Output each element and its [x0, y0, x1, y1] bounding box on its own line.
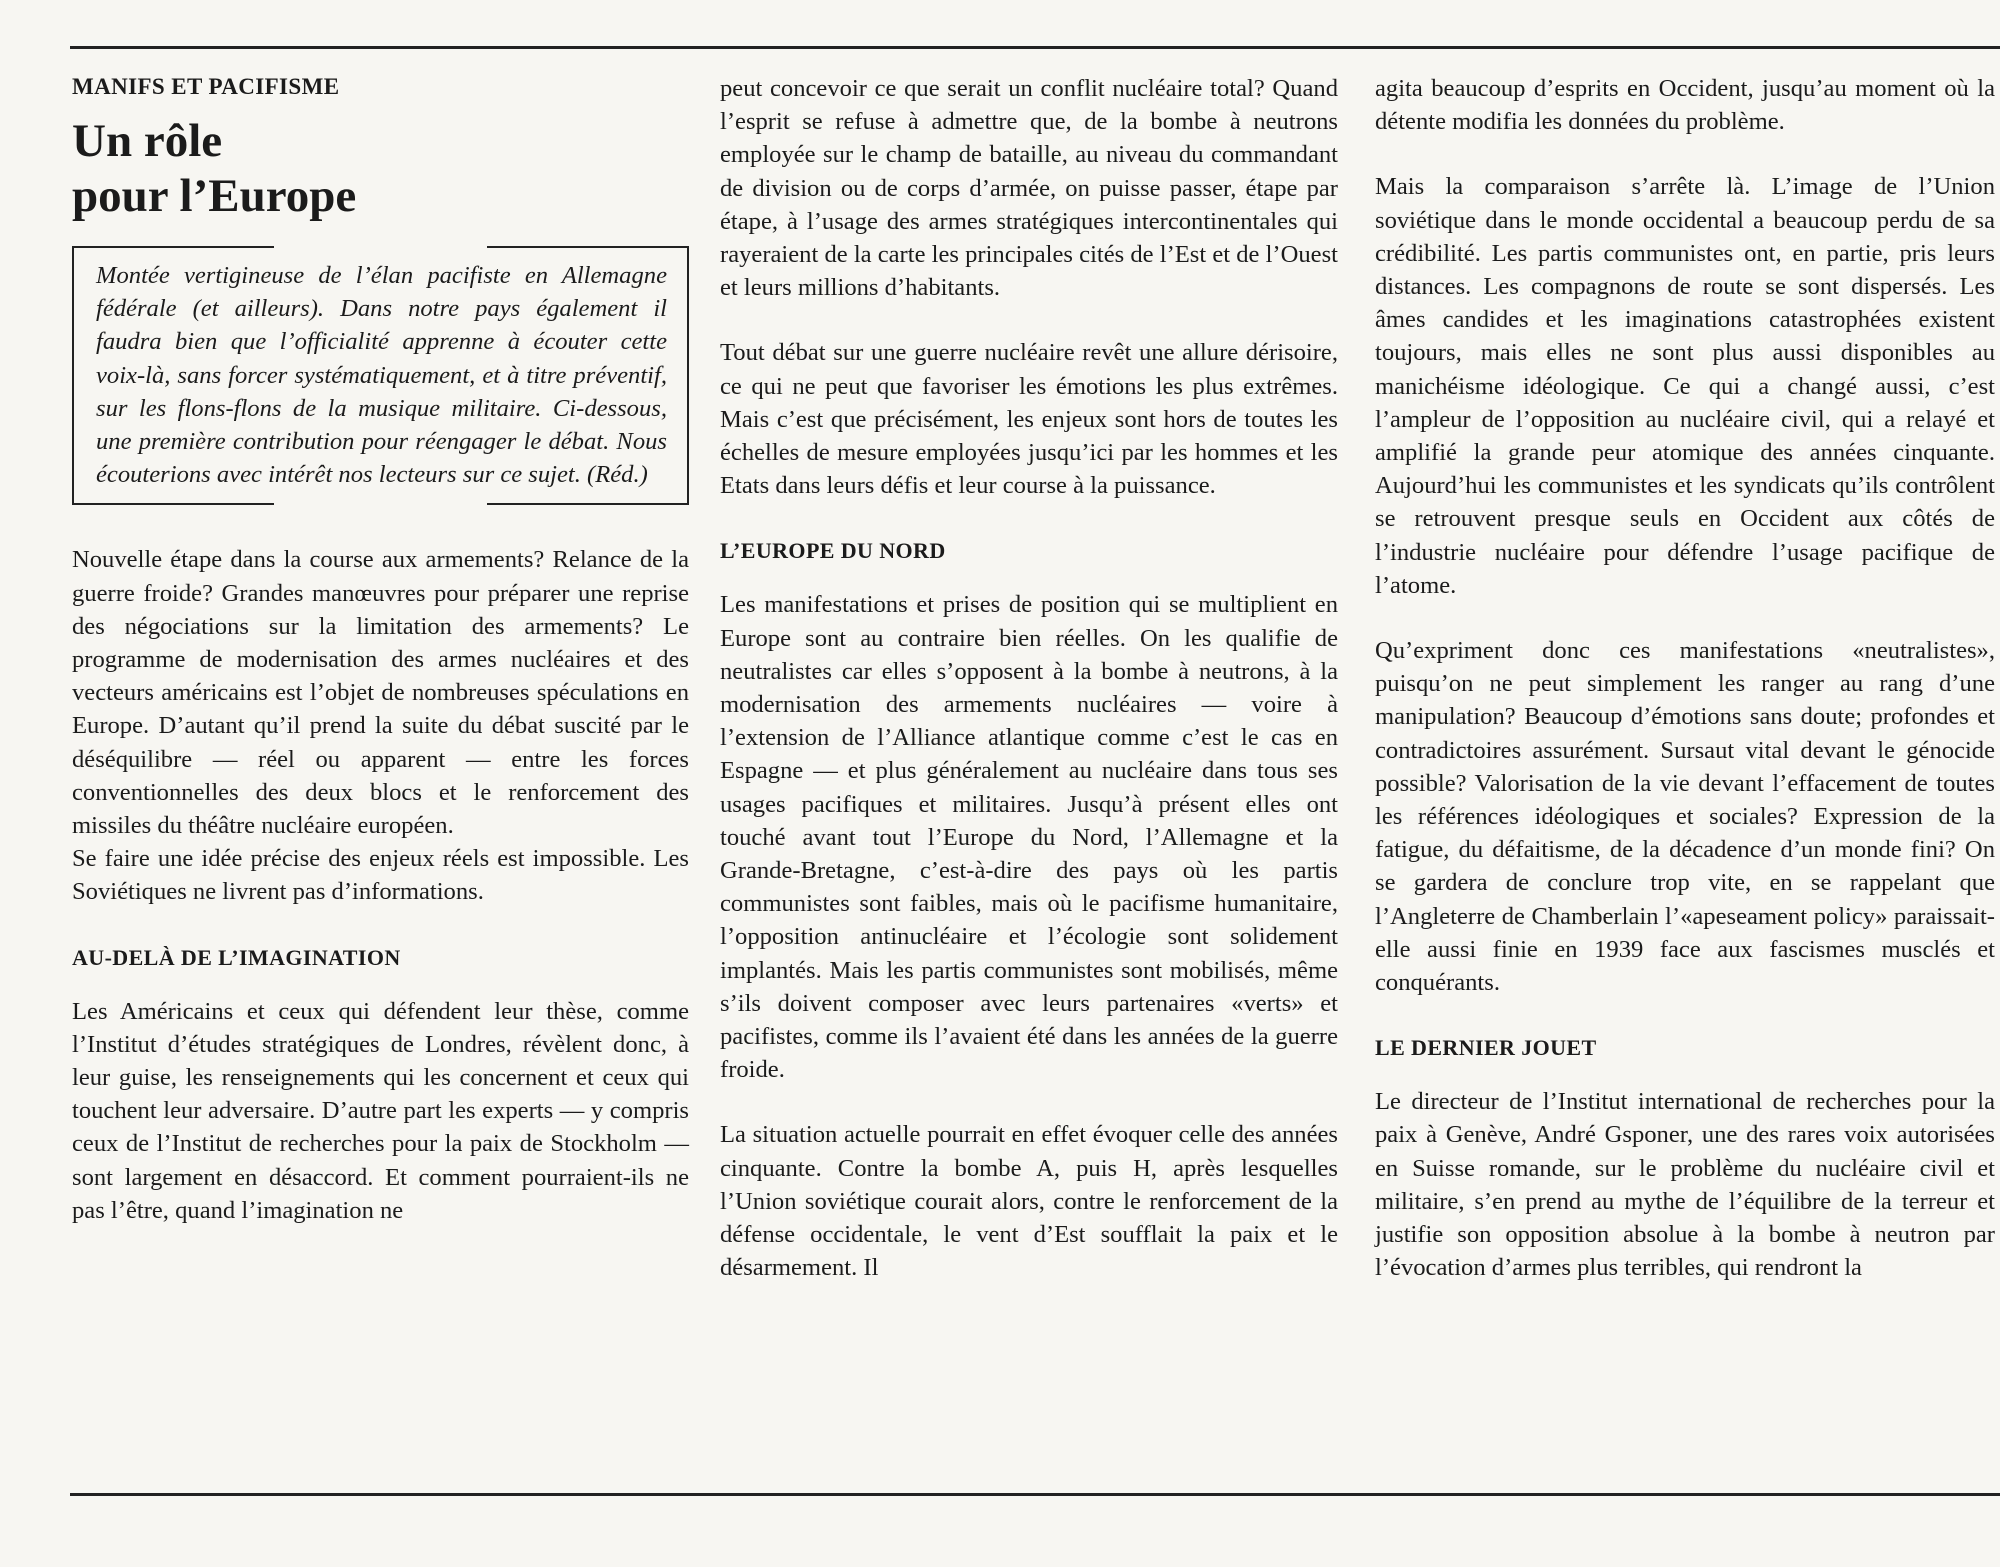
col3-paragraph-3: Qu’expriment donc ces manifestations «neutralistes», puisqu’on ne peut simplement les ranger au rang d’une manipulation? Beaucoup d’émotions sans doute; profondes et contradictoires assurément. Sursaut vital devant le génocide possible? Valorisation de la vie devant l’effacement de toutes les références idéologiques et sociales? Expression de la fatigue, du défaitisme, de la décadence d’un monde fini? On se gardera de conclure trop vite, en se rappelant que l’Angleterre de Chamberlain l’«apeseament policy» paraissait-elle aussi finie en 1939 face aux fascismes musclés et conquérants. [1375, 637, 1995, 997]
col2-paragraph-3: Les manifestations et prises de position qui se multiplient en Europe sont au contraire bien réelles. On les qualifie de neutralistes car elles s’opposent à la bombe à neutrons, à la modernisation des armements nucléaires — voire à l’extension de l’Alliance atlantique comme c’est le cas en Espagne — et plus généralement au nucléaire dans tous ses usages pacifiques et militaires. Jusqu’à présent elles ont touché avant tout l’Europe du Nord, l’Allemagne et la Grande-Bretagne, c’est-à-dire des pays où les partis communistes sont faibles, mais où le pacifisme humanitaire, l’opposition antinucléaire et l’écologie sont solidement implantés. Mais les partis communistes sont mobilisés, même s’ils doivent composer avec leurs partenaires «verts» et pacifistes, comme ils l’avaient été dans les années de la guerre froide. [720, 591, 1338, 1084]
headline [72, 114, 689, 224]
intro-text: Montée vertigineuse de l’élan pacifiste en Allemagne fédérale (et ailleurs). Dans notre pays également il faudra bien que l’officialité apprenne à écouter cette voix-là, sans forcer systématiquement, et à titre préventif, sur les flons-flons de la musique militaire. Ci-dessous, une première contribution pour réengager le débat. Nous écouterions avec intérêt nos lecteurs sur ce sujet. (Réd.) [96, 262, 667, 489]
kicker: MANIFS ET PACIFISME [72, 74, 340, 99]
col2-paragraph-1: peut concevoir ce que serait un conflit nucléaire total? Quand l’esprit se refuse à admettre que, de la bombe à neutrons employée sur le champ de bataille, au niveau du commandant de division ou de corps d’armée, on puisse passer, étape par étape, à l’usage des armes stratégiques intercontinentales qui rayeraient de la carte les principales cités de l’Est et de l’Ouest et leurs millions d’habitants. [720, 75, 1338, 302]
bottom-rule [70, 1493, 2000, 1496]
col3-paragraph-1: agita beaucoup d’esprits en Occident, jusqu’au moment où la détente modifia les données du problème. [1375, 75, 1995, 136]
col3-paragraph-2: Mais la comparaison s’arrête là. L’image de l’Union soviétique dans le monde occidental a beaucoup perdu de sa crédibilité. Les partis communistes ont, en partie, pris leurs distances. Les compagnons de route se sont dispersés. Les âmes candides et les imaginations catastrophées existent toujours, mais elles ne sont plus aussi disponibles au manichéisme idéologique. Ce qui a changé aussi, c’est l’ampleur de l’opposition au nucléaire civil, qui a relayé et amplifié la grande peur atomique des années cinquante. Aujourd’hui les communistes et les syndicats qu’ils contrôlent se retrouvent presque seuls en Occident aux côtés de l’industrie nucléaire pour défendre l’usage pacifique de l’atome. [1375, 173, 1995, 599]
intro-box [72, 246, 689, 505]
column-3 [1375, 72, 1995, 1285]
column-1 [72, 72, 689, 1227]
section-heading-europe-nord: L’EUROPE DU NORD [720, 538, 946, 564]
headline-line-2: pour l’Europe [72, 170, 357, 222]
col2-paragraph-4: La situation actuelle pourrait en effet évoquer celle des années cinquante. Contre la bombe A, puis H, après lesquelles l’Union soviétique courait alors, contre le renforcement de la défense occidentale, le vent d’Est soufflait la paix et le désarmement. Il [720, 1121, 1338, 1282]
col3-paragraph-4: Le directeur de l’Institut international de recherches pour la paix à Genève, André Gsponer, une des rares voix autorisées en Suisse romande, sur le problème du nucléaire civil et militaire, s’en prend au mythe de l’équilibre de la terreur et justifie son opposition absolue à la bombe à neutron par l’évocation d’armes plus terribles, qui rendront la [1375, 1088, 1995, 1282]
top-rule [70, 46, 2000, 49]
col1-paragraph-2: Se faire une idée précise des enjeux réels est impossible. Les Soviétiques ne livrent pas d’informations. [72, 845, 689, 906]
section-heading-imagination: AU-DELÀ DE L’IMAGINATION [72, 944, 401, 970]
col2-paragraph-2: Tout débat sur une guerre nucléaire revêt une allure dérisoire, ce qui ne peut que favoriser les émotions les plus extrêmes. Mais c’est que précisément, les enjeux sont hors de toutes les échelles de mesure employées jusqu’ici par les hommes et les Etats dans leurs défis et leur course à la puissance. [720, 339, 1338, 500]
col1-paragraph-3: Les Américains et ceux qui défendent leur thèse, comme l’Institut d’études stratégiques de Londres, révèlent donc, à leur guise, les renseignements qui les concernent et ceux qui touchent leur adversaire. D’autre part les experts — y compris ceux de l’Institut de recherches pour la paix de Stockholm — sont largement en désaccord. Et comment pourraient-ils ne pas l’être, quand l’imagination ne [72, 997, 689, 1224]
column-2 [720, 72, 1338, 1285]
col1-paragraph-1: Nouvelle étape dans la course aux armements? Relance de la guerre froide? Grandes manœuvres pour préparer une reprise des négociations sur la limitation des armements? Le programme de modernisation des armes nucléaires et des vecteurs américains est l’objet de nombreuses spéculations en Europe. D’autant qu’il prend la suite du débat suscité par le déséquilibre — réel ou apparent — entre les forces conventionnelles des deux blocs et le renforcement des missiles du théâtre nucléaire européen. [72, 546, 689, 840]
section-heading-dernier-jouet: LE DERNIER JOUET [1375, 1035, 1597, 1061]
headline-line-1: Un rôle [72, 115, 223, 167]
